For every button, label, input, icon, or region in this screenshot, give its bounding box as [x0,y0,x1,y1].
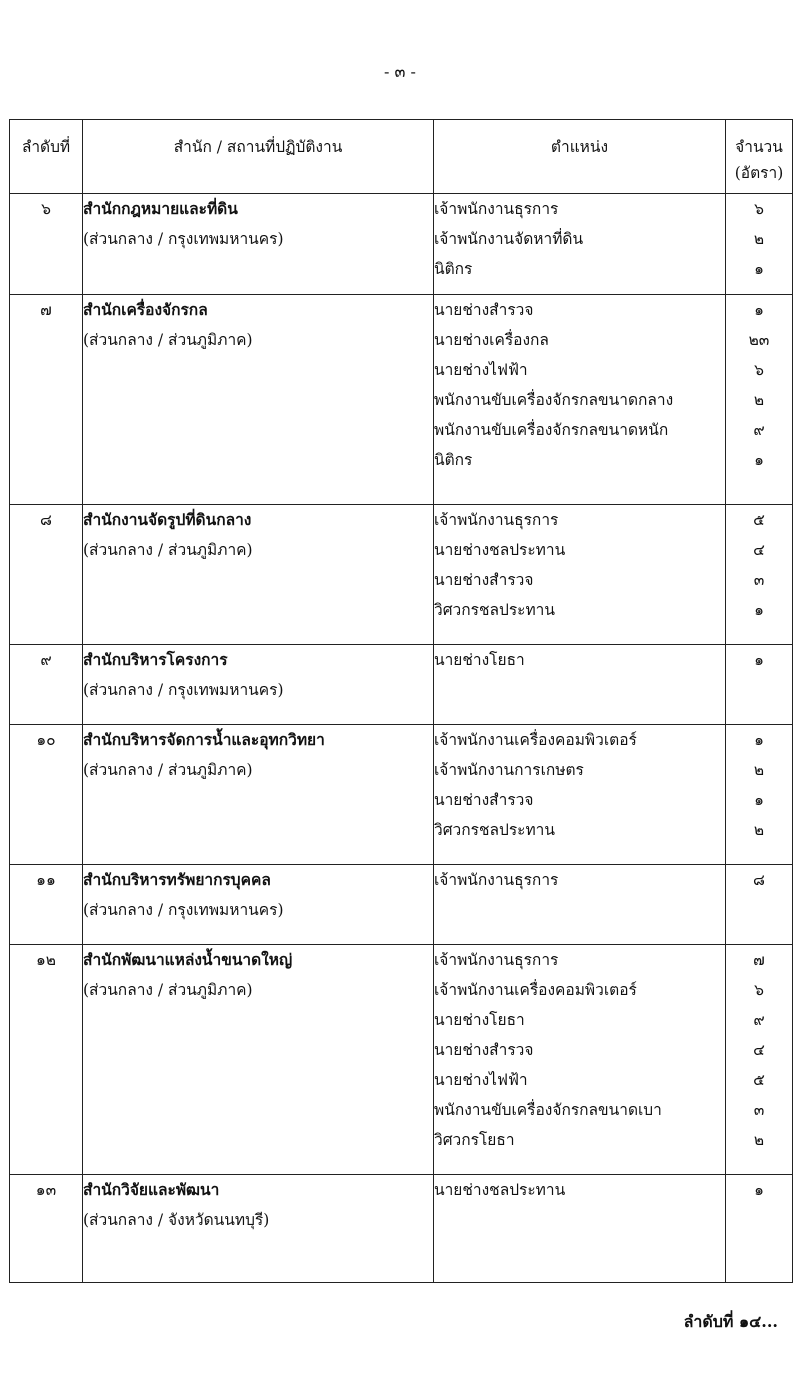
table-row [10,865,793,945]
row-number [10,295,83,505]
position-count: ๗ [753,951,765,969]
position-cell [434,725,726,865]
row-number-text: ๙ [40,651,52,669]
position-title: นายช่างชลประทาน [434,541,566,559]
position-count: ๙ [753,421,765,439]
row-number-text: ๑๐ [36,731,56,749]
unit-location: (ส่วนกลาง / ส่วนภูมิภาค) [83,541,253,559]
position-title: พนักงานขับเครื่องจักรกลขนาดหนัก [434,421,669,439]
table-row [10,295,793,505]
position-title: นายช่างสำรวจ [434,301,534,319]
row-number-text: ๑๑ [36,871,56,889]
unit-location: (ส่วนกลาง / กรุงเทพมหานคร) [83,681,284,699]
header-count [726,120,793,194]
position-count: ๑ [754,731,764,749]
position-count: ๑ [754,301,764,319]
unit-location: (ส่วนกลาง / กรุงเทพมหานคร) [83,901,284,919]
position-cell [434,865,726,945]
position-count: ๒ [753,1131,765,1149]
table-row [10,725,793,865]
position-cell [434,505,726,645]
continuation-note: ลำดับที่ ๑๔... [683,1312,778,1331]
count-cell [726,645,793,725]
unit-location: (ส่วนกลาง / ส่วนภูมิภาค) [83,761,253,779]
position-count: ๘ [753,871,765,889]
position-title: นายช่างสำรวจ [434,571,534,589]
position-count: ๑ [754,1181,764,1199]
header-unit: สำนัก / สถานที่ปฏิบัติงาน [83,120,434,194]
position-count: ๓ [753,571,765,589]
unit-name: สำนักบริหารโครงการ [83,650,228,669]
unit-cell [83,194,434,295]
position-count: ๑ [754,451,764,469]
table-row [10,1175,793,1283]
table-row [10,645,793,725]
count-cell [726,945,793,1175]
unit-cell [83,725,434,865]
position-title: นายช่างสำรวจ [434,791,534,809]
position-count: ๖ [754,200,764,218]
position-count: ๒ [753,391,765,409]
position-title: นิติกร [434,260,473,278]
position-title: นิติกร [434,451,473,469]
unit-cell [83,945,434,1175]
position-title: พนักงานขับเครื่องจักรกลขนาดกลาง [434,391,674,409]
position-title: วิศวกรชลประทาน [434,601,555,619]
position-title: เจ้าพนักงานจัดหาที่ดิน [434,230,584,248]
position-title: นายช่างชลประทาน [434,1181,566,1199]
row-number-text: ๑๓ [35,1181,57,1199]
row-number-text: ๗ [40,301,52,319]
unit-location: (ส่วนกลาง / จังหวัดนนทบุรี) [83,1211,270,1229]
unit-name: สำนักงานจัดรูปที่ดินกลาง [83,510,252,529]
unit-name: สำนักพัฒนาแหล่งน้ำขนาดใหญ่ [83,950,293,969]
position-count: ๑ [754,651,764,669]
position-cell [434,1175,726,1283]
unit-cell [83,1175,434,1283]
header-count-line2: (อัตรา) [734,164,784,182]
row-number [10,1175,83,1283]
position-title: นายช่างไฟฟ้า [434,361,528,379]
position-count: ๒ [753,761,765,779]
table-header-row [10,120,793,194]
table-row [10,945,793,1175]
row-number [10,725,83,865]
row-number [10,865,83,945]
position-title: เจ้าพนักงานธุรการ [434,951,559,969]
position-title: นายช่างไฟฟ้า [434,1071,528,1089]
unit-name: สำนักบริหารจัดการน้ำและอุทกวิทยา [83,730,325,749]
unit-cell [83,645,434,725]
position-title: เจ้าพนักงานการเกษตร [434,761,584,779]
header-count-line1: จำนวน [735,138,783,156]
position-title: วิศวกรโยธา [434,1131,515,1149]
row-number-text: ๘ [40,511,52,529]
unit-location: (ส่วนกลาง / ส่วนภูมิภาค) [83,981,253,999]
position-count: ๔ [753,1041,765,1059]
unit-name: สำนักวิจัยและพัฒนา [83,1180,220,1199]
position-title: เจ้าพนักงานธุรการ [434,511,559,529]
position-count: ๙ [753,1011,765,1029]
count-cell [726,194,793,295]
unit-name: สำนักเครื่องจักรกล [83,300,208,319]
position-count: ๑ [754,260,764,278]
count-cell [726,1175,793,1283]
position-title: นายช่างโยธา [434,651,525,669]
position-count: ๑ [754,791,764,809]
row-number [10,645,83,725]
position-count: ๑ [754,601,764,619]
count-cell [726,505,793,645]
staff-allocation-table [9,119,793,1283]
position-cell [434,945,726,1175]
count-cell [726,295,793,505]
count-cell [726,865,793,945]
unit-cell [83,295,434,505]
position-count: ๒๓ [748,331,770,349]
header-no: ลำดับที่ [10,120,83,194]
table-row [10,505,793,645]
row-number [10,945,83,1175]
position-count: ๒ [753,821,765,839]
unit-location: (ส่วนกลาง / กรุงเทพมหานคร) [83,230,284,248]
position-count: ๒ [753,230,765,248]
position-title: เจ้าพนักงานธุรการ [434,200,559,218]
count-cell [726,725,793,865]
position-count: ๔ [753,541,765,559]
position-cell [434,295,726,505]
position-cell [434,645,726,725]
position-count: ๓ [753,1101,765,1119]
position-title: นายช่างสำรวจ [434,1041,534,1059]
table-row [10,194,793,295]
position-title: เจ้าพนักงานธุรการ [434,871,559,889]
row-number-text: ๖ [41,200,51,218]
position-title: เจ้าพนักงานเครื่องคอมพิวเตอร์ [434,731,637,749]
unit-location: (ส่วนกลาง / ส่วนภูมิภาค) [83,331,253,349]
position-title: เจ้าพนักงานเครื่องคอมพิวเตอร์ [434,981,637,999]
position-count: ๖ [754,361,764,379]
position-title: พนักงานขับเครื่องจักรกลขนาดเบา [434,1101,662,1119]
unit-cell [83,865,434,945]
unit-name: สำนักบริหารทรัพยากรบุคคล [83,870,271,889]
position-count: ๖ [754,981,764,999]
header-position: ตำแหน่ง [434,120,726,194]
row-number [10,194,83,295]
position-cell [434,194,726,295]
row-number-text: ๑๒ [35,951,57,969]
position-count: ๕ [753,1071,765,1089]
row-number [10,505,83,645]
page-number: - ๓ - [384,62,416,81]
position-title: นายช่างโยธา [434,1011,525,1029]
position-count: ๕ [753,511,765,529]
position-title: นายช่างเครื่องกล [434,331,549,349]
position-title: วิศวกรชลประทาน [434,821,555,839]
unit-cell [83,505,434,645]
unit-name: สำนักกฎหมายและที่ดิน [83,199,238,218]
